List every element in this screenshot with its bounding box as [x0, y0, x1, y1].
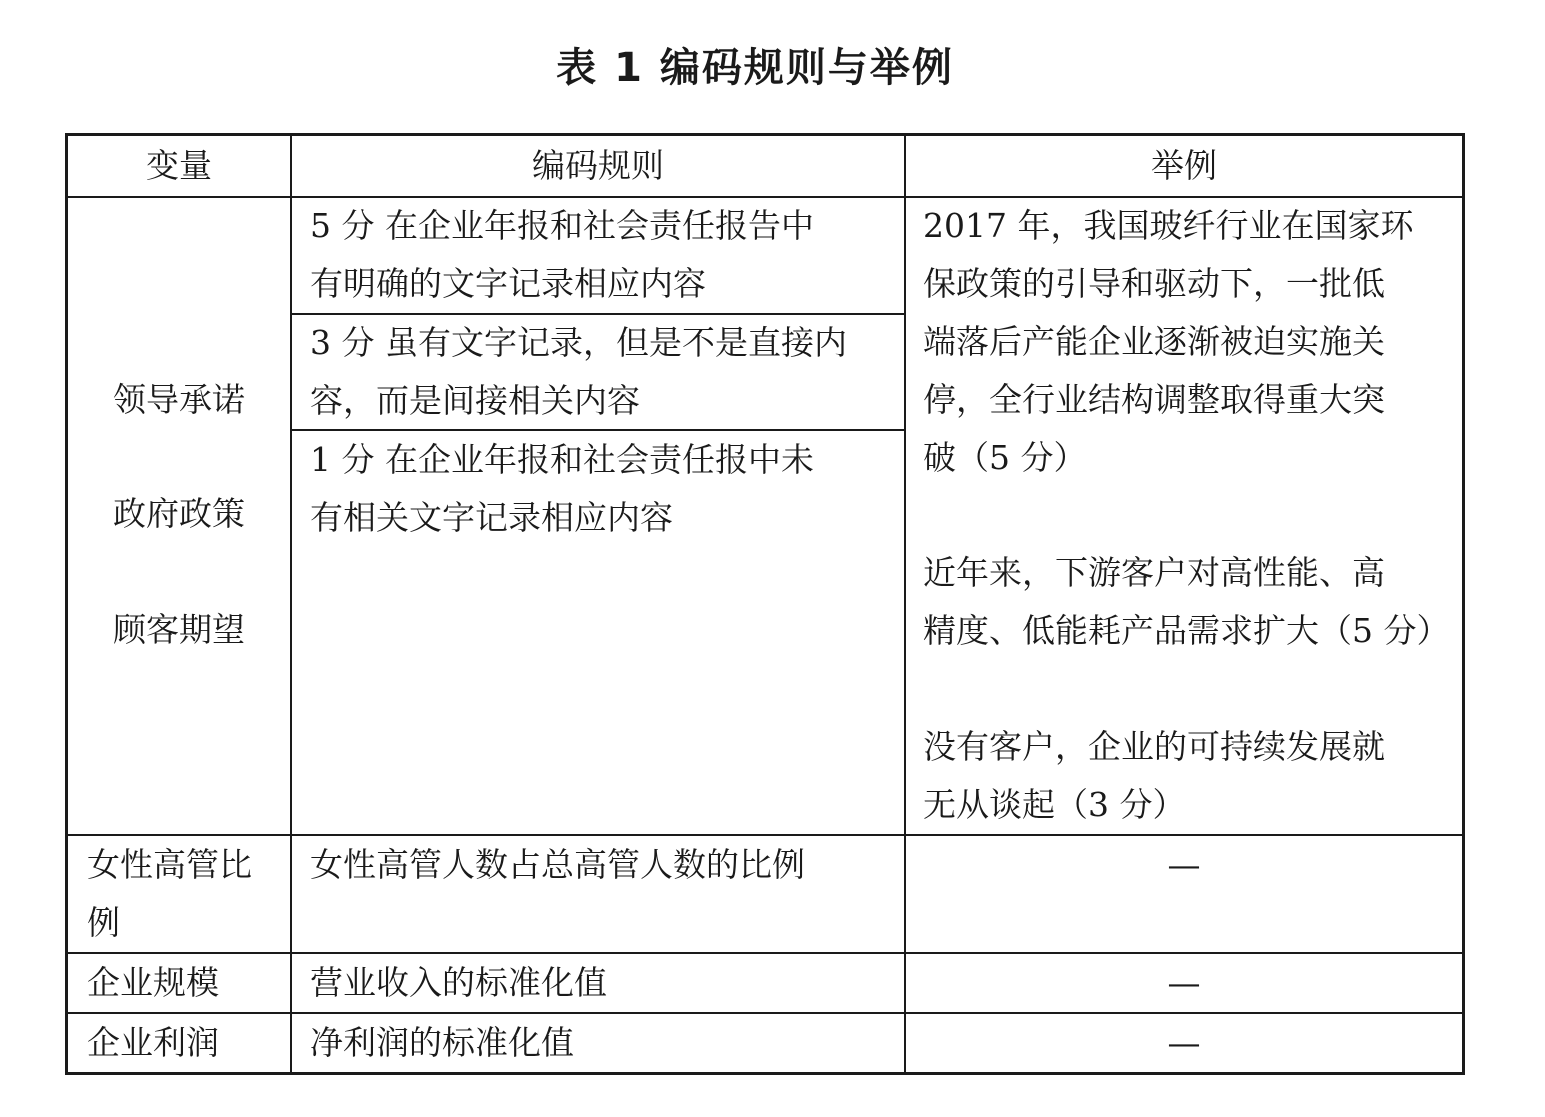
header-example: 举例	[1151, 146, 1217, 185]
variable-customer-expectation: 顾客期望	[113, 610, 245, 649]
coding-rules-table	[65, 133, 1465, 1075]
example-text: 无从谈起（3 分）	[923, 785, 1186, 824]
example-text: 没有客户，企业的可持续发展就	[923, 727, 1385, 766]
example-dash: —	[1167, 963, 1201, 1002]
variable-firm-size: 企业规模	[87, 963, 219, 1002]
column-divider	[290, 133, 292, 1075]
table-border-right	[1462, 133, 1465, 1075]
table-title: 表 1 编码规则与举例	[556, 45, 954, 91]
example-text: 近年来，下游客户对高性能、高	[923, 553, 1385, 592]
variable-female-executive-ratio: 例	[87, 903, 120, 942]
example-text: 保政策的引导和驱动下，一批低	[923, 264, 1385, 303]
rule-text: 有相关文字记录相应内容	[310, 498, 673, 537]
header-coding-rule: 编码规则	[532, 146, 664, 185]
variable-firm-profit: 企业利润	[87, 1023, 219, 1062]
table-border-bottom	[65, 1072, 1465, 1075]
rule-text: 容，而是间接相关内容	[310, 381, 640, 420]
rule-text: 5 分 在企业年报和社会责任报告中	[310, 206, 814, 245]
table-border-top	[65, 133, 1465, 136]
rule-text: 3 分 虽有文字记录，但是不是直接内	[310, 323, 847, 362]
example-dash: —	[1167, 845, 1201, 884]
example-text: 端落后产能企业逐渐被迫实施关	[923, 322, 1385, 361]
header-variable: 变量	[146, 146, 212, 185]
rule-text: 营业收入的标准化值	[310, 963, 607, 1002]
example-text: 破（5 分）	[923, 438, 1087, 477]
example-dash: —	[1167, 1023, 1201, 1062]
example-text: 2017 年，我国玻纤行业在国家环	[923, 206, 1414, 245]
example-text: 停，全行业结构调整取得重大突	[923, 380, 1385, 419]
column-divider	[904, 133, 906, 1075]
rule-text: 有明确的文字记录相应内容	[310, 264, 706, 303]
variable-leadership-commitment: 领导承诺	[113, 380, 245, 419]
example-text: 精度、低能耗产品需求扩大（5 分）	[923, 611, 1450, 650]
rule-text: 女性高管人数占总高管人数的比例	[310, 845, 805, 884]
variable-government-policy: 政府政策	[113, 494, 245, 533]
rule-text: 净利润的标准化值	[310, 1023, 574, 1062]
variable-female-executive-ratio: 女性高管比	[87, 845, 252, 884]
rule-text: 1 分 在企业年报和社会责任报中未	[310, 440, 814, 479]
